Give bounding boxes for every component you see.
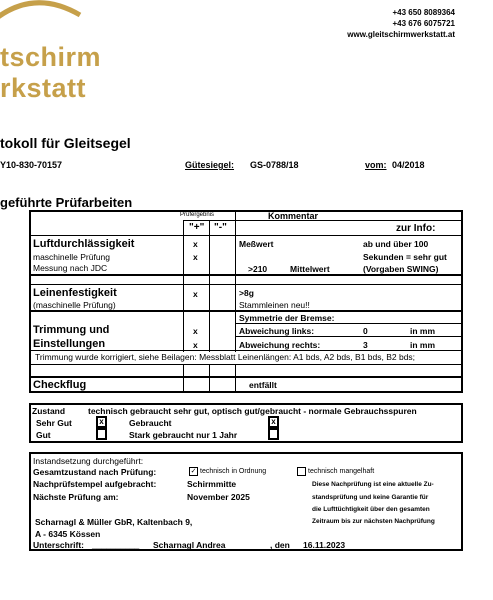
deviation-right-value: 3 xyxy=(363,340,368,350)
air-info-1: ab und über 100 xyxy=(363,239,429,249)
deviation-left-value: 0 xyxy=(363,326,368,336)
website: www.gleitschirmwerkstatt.at xyxy=(347,30,455,39)
header-result: Prüfergebnis xyxy=(180,212,215,218)
technically-ok-checkbox[interactable]: ✓ xyxy=(190,468,197,475)
header-info: zur Info: xyxy=(396,223,436,234)
stamp-label: Nachprüfstempel aufgebracht: xyxy=(33,479,157,489)
next-inspection-value: November 2025 xyxy=(187,492,250,502)
trim-label-2: Einstellungen xyxy=(33,338,106,350)
company-city: A - 6345 Kössen xyxy=(35,529,101,539)
technically-defective-label: technisch mangelhaft xyxy=(308,468,375,475)
air-result-1: x xyxy=(193,239,198,249)
deviation-left-label: Abweichung links: xyxy=(239,326,315,336)
date-label: , den xyxy=(270,540,290,550)
trim-label-1: Trimmung und xyxy=(33,324,110,336)
air-result-2: x xyxy=(193,252,198,262)
vom-label: vom: xyxy=(365,160,387,170)
signature-line: __________ xyxy=(92,540,140,550)
trim-note: Trimmung wurde korrigiert, siehe Beilagen: Messblatt Leinenlängen: A1 bds, A2 bds, B1 bds, B2 bds; xyxy=(35,352,416,362)
signer-name: Scharnagl Andrea xyxy=(153,540,226,550)
disclaimer-line-4: Zeitraum bis zur nächsten Nachprüfung xyxy=(312,518,435,525)
header-minus: "-" xyxy=(214,222,227,233)
condition-heavily-used-checkbox[interactable] xyxy=(268,428,279,440)
condition-good-checkbox[interactable] xyxy=(96,428,107,440)
technically-ok-label: technisch in Ordnung xyxy=(200,468,267,475)
air-sub-1: maschinelle Prüfung xyxy=(33,252,111,262)
logo-text-line2: rkstatt xyxy=(0,73,87,103)
line-strength-comment-1: >8g xyxy=(239,288,254,298)
guetesiegel-label: Gütesiegel: xyxy=(185,160,235,170)
air-comment-1: Meßwert xyxy=(239,239,274,249)
brake-symmetry-label: Symmetrie der Bremse: xyxy=(239,313,335,323)
logo-text-line1: tschirm xyxy=(0,42,102,72)
header-plus: "+" xyxy=(189,222,205,233)
serial-number: Y10-830-70157 xyxy=(0,160,63,170)
check-flight-comment: entfällt xyxy=(249,380,277,390)
technically-defective-checkbox[interactable] xyxy=(297,467,306,476)
disclaimer-line-2: standsprüfung und keine Garantie für xyxy=(312,494,429,501)
trim-result-1: x xyxy=(193,326,198,336)
repair-done-label: Instandsetzung durchgeführt: xyxy=(33,456,144,466)
section-title: geführte Prüfarbeiten xyxy=(0,195,133,210)
header-comment: Kommentar xyxy=(268,211,319,221)
line-strength-label: Leinenfestigkeit xyxy=(33,287,117,299)
air-info-3: (Vorgaben SWING) xyxy=(363,264,439,274)
signature-label: Unterschrift: xyxy=(33,540,85,550)
next-inspection-label: Nächste Prüfung am: xyxy=(33,492,119,502)
condition-very-good-label: Sehr Gut xyxy=(36,418,72,428)
date-value: 16.11.2023 xyxy=(303,540,346,550)
air-value-label: Mittelwert xyxy=(290,264,330,274)
line-strength-sub: (maschinelle Prüfung) xyxy=(33,300,116,310)
line-strength-result: x xyxy=(193,289,198,299)
company-address: Scharnagl & Müller GbR, Kaltenbach 9, xyxy=(35,517,193,527)
condition-good-label: Gut xyxy=(36,430,51,440)
condition-very-good-checkbox[interactable]: x xyxy=(96,416,107,428)
condition-used-label: Gebraucht xyxy=(129,418,172,428)
phone-2: +43 676 6075721 xyxy=(392,19,455,28)
disclaimer-line-3: die Lufttüchtigkeit über den gesamten xyxy=(312,506,430,513)
air-value: >210 xyxy=(248,264,268,274)
condition-label: Zustand xyxy=(32,406,66,416)
disclaimer-line-1: Diese Nachprüfung ist eine aktuelle Zu- xyxy=(312,481,434,488)
overall-condition-label: Gesamtzustand nach Prüfung: xyxy=(33,467,157,477)
deviation-right-unit: in mm xyxy=(410,340,436,350)
air-info-2: Sekunden = sehr gut xyxy=(363,252,447,262)
guetesiegel-value: GS-0788/18 xyxy=(250,160,299,170)
air-sub-2: Messung nach JDC xyxy=(33,263,108,273)
line-strength-comment-2: Stammleinen neu!! xyxy=(239,300,310,310)
condition-heavily-used-label: Stark gebraucht nur 1 Jahr xyxy=(129,430,238,440)
deviation-right-label: Abweichung rechts: xyxy=(239,340,321,350)
condition-used-checkbox[interactable]: x xyxy=(268,416,279,428)
stamp-value: Schirmmitte xyxy=(187,479,237,489)
trim-result-2: x xyxy=(193,340,198,350)
condition-description: technisch gebraucht sehr gut, optisch gut/gebraucht - normale Gebrauchsspuren xyxy=(88,406,417,416)
check-flight-label: Checkflug xyxy=(33,379,87,391)
vom-value: 04/2018 xyxy=(392,160,425,170)
air-permeability-label: Luftdurchlässigkeit xyxy=(33,238,135,250)
phone-1: +43 650 8089364 xyxy=(392,8,455,17)
deviation-left-unit: in mm xyxy=(410,326,436,336)
page-title: tokoll für Gleitsegel xyxy=(0,135,131,151)
